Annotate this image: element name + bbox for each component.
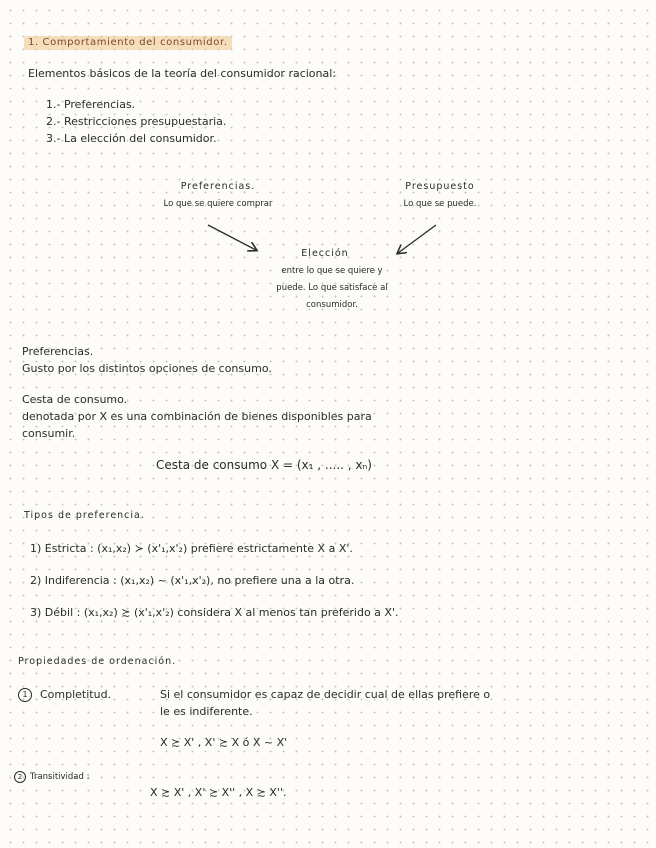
element-item-3: 3.- La elección del consumidor. <box>46 132 217 145</box>
basket-text-line-2: consumir. <box>22 427 76 440</box>
diagram-choice-line-1: entre lo que se quiere y <box>281 266 383 276</box>
property-2-formula: X ≿ X' , X' ≿ X'' , X ≿ X''. <box>150 786 287 799</box>
property-1-text-line-1: Si el consumidor es capaz de decidir cual de ellas prefiere o <box>160 688 491 701</box>
page-title-text: 1. Comportamiento del consumidor. <box>24 36 232 50</box>
property-1-number: 1 <box>18 688 32 702</box>
basket-heading: Cesta de consumo. <box>22 393 128 406</box>
element-item-2: 2.- Restricciones presupuestaria. <box>46 115 227 128</box>
property-transitivity <box>14 770 89 784</box>
property-completeness <box>18 688 111 702</box>
element-item-1: 1.- Preferencias. <box>46 98 136 111</box>
type-item-weak: 3) Débil : (x₁,x₂) ≿ (x'₁,x'₂) considera X al menos tan preferido a X'. <box>30 606 399 619</box>
type-item-strict: 1) Estricta : (x₁,x₂) ≻ (x'₁,x'₂) prefiere estrictamente X a X'. <box>30 542 353 555</box>
property-1-label: Completitud. <box>40 688 112 701</box>
property-1-formula: X ≿ X' , X' ≿ X ó X ~ X' <box>160 736 288 749</box>
property-2-number: 2 <box>14 771 26 783</box>
diagram-choice-line-3: consumidor. <box>306 300 358 310</box>
diagram-choice-line-2: puede. Lo que satisface al <box>276 283 388 293</box>
intro-text: Elementos básicos de la teoría del consumidor racional: <box>28 67 337 80</box>
basket-formula: Cesta de consumo X = (x₁ , ..... , xₙ) <box>156 458 372 472</box>
diagram-budget-title: Presupuesto <box>405 181 475 192</box>
diagram-preferences-desc: Lo que se quiere comprar <box>163 199 273 209</box>
properties-heading: Propiedades de ordenación. <box>18 656 177 667</box>
arrow-preferences-to-choice <box>208 225 256 250</box>
diagram-budget-desc: Lo que se puede. <box>403 199 477 209</box>
type-item-indifference: 2) Indiferencia : (x₁,x₂) ~ (x'₁,x'₂), no prefiere una a la otra. <box>30 574 355 587</box>
preferences-heading: Preferencias. <box>22 345 94 358</box>
arrow-budget-to-choice <box>398 225 436 253</box>
types-heading: Tipos de preferencia. <box>24 510 145 521</box>
diagram-preferences-title: Preferencias. <box>180 181 256 192</box>
property-2-label: Transitividad : <box>30 772 90 782</box>
basket-text-line-1: denotada por X es una combinación de bienes disponibles para <box>22 410 372 423</box>
diagram-choice-title: Elección <box>301 248 349 259</box>
preferences-text: Gusto por los distintos opciones de consumo. <box>22 362 272 375</box>
property-1-text-line-2: le es indiferente. <box>160 705 253 718</box>
